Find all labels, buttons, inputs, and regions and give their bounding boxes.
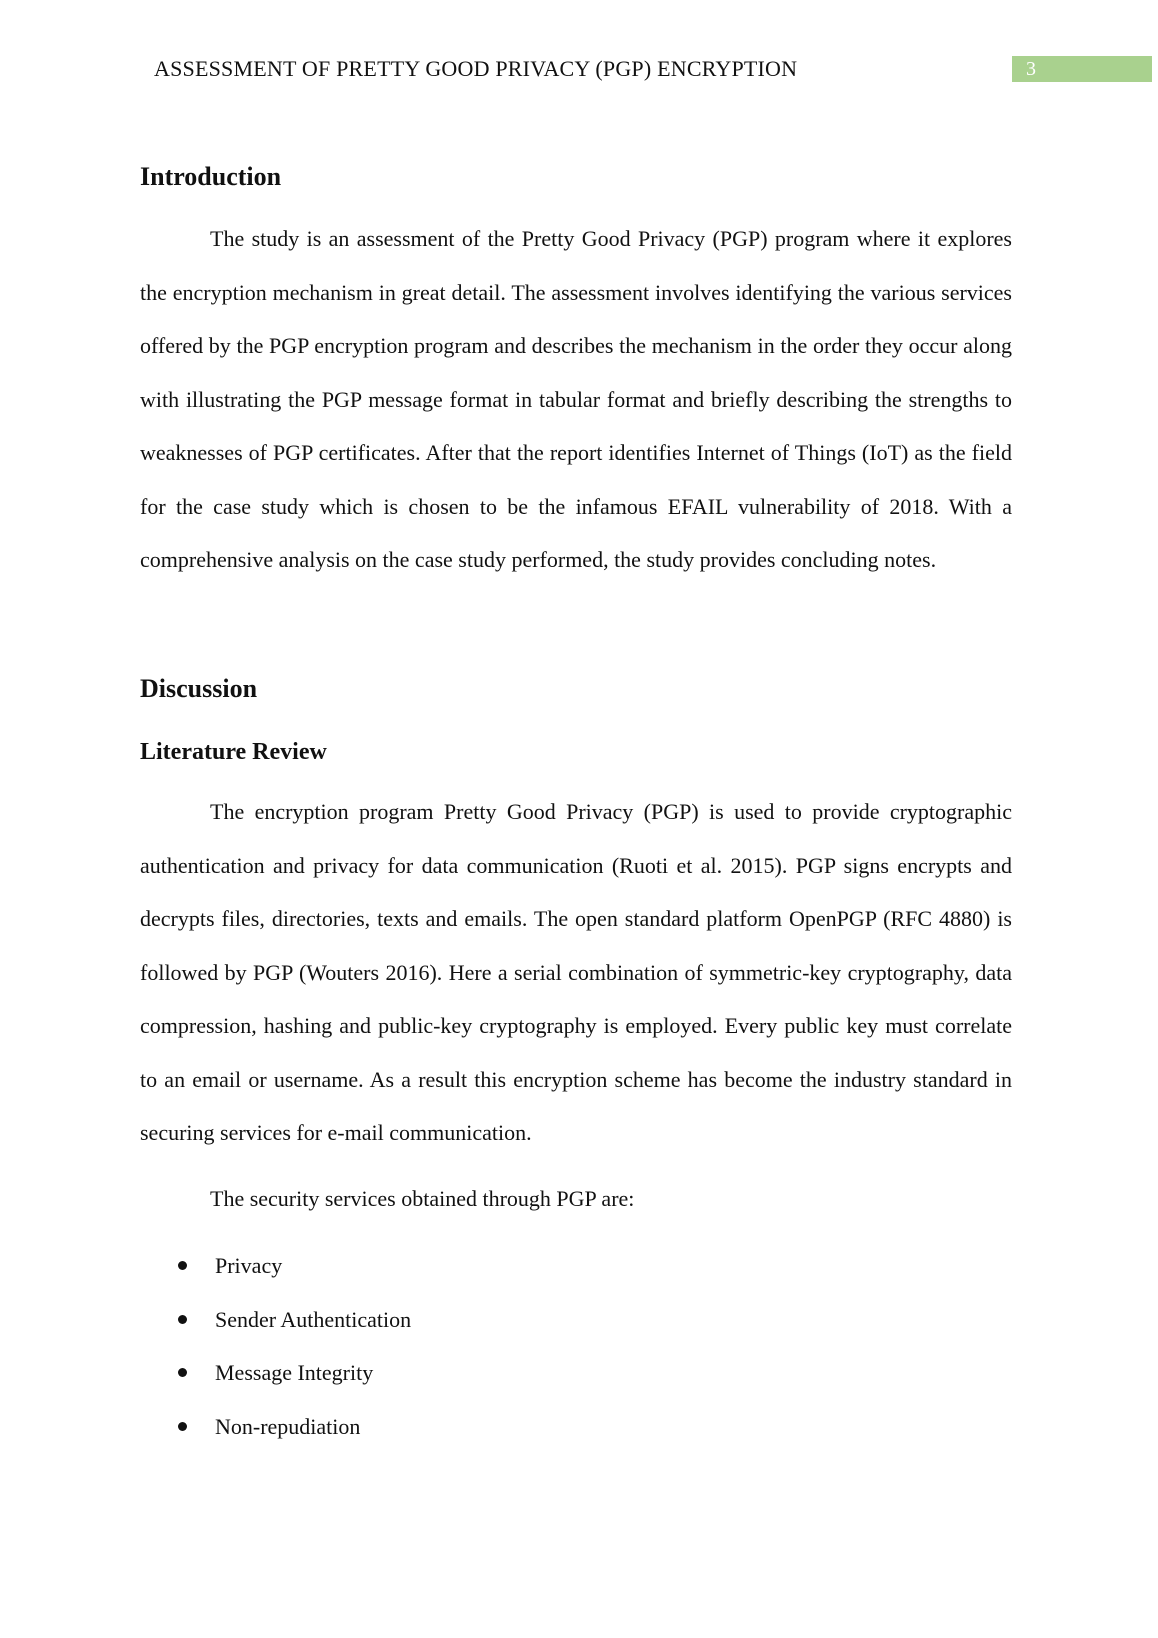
literature-review-paragraph: The encryption program Pretty Good Privacy (PGP) is used to provide cryptographic authentication and privacy for data communication (Ruoti et al. 2015). PGP signs encrypts and decrypts files, directories, texts and emails. The open standard platform OpenPGP (RFC 4880) is followed by PGP (Wouters 2016). Here a serial combination of symmetric-key cryptography, data compression, hashing and public-key cryptography is employed. Every public key must correlate to an email or username. As a result this encryption scheme has become the industry standard in securing services for e-mail communication.: [140, 799, 1012, 1145]
list-item: [140, 1414, 740, 1468]
bullet-icon: [178, 1368, 187, 1377]
list-item: [140, 1360, 740, 1414]
security-services-list: [140, 1253, 740, 1467]
list-item-label: Privacy: [215, 1253, 283, 1278]
discussion-heading: Discussion: [140, 674, 258, 703]
introduction-paragraph: The study is an assessment of the Pretty Good Privacy (PGP) program where it explores the encryption mechanism in great detail. The assessment involves identifying the various services offered by the PGP encryption program and describes the mechanism in the order they occur along with illustrating the PGP message format in tabular format and briefly describing the strengths to weaknesses of PGP certificates. After that the report identifies Internet of Things (IoT) as the field for the case study which is chosen to be the infamous EFAIL vulnerability of 2018. With a comprehensive analysis on the case study performed, the study provides concluding notes.: [140, 226, 1012, 572]
list-item-label: Message Integrity: [215, 1360, 374, 1385]
list-item-label: Sender Authentication: [215, 1306, 412, 1332]
literature-review-heading: Literature Review: [140, 739, 327, 765]
bullet-icon: [178, 1422, 187, 1431]
list-item: [140, 1253, 740, 1307]
introduction-heading: Introduction: [140, 162, 282, 191]
bullet-icon: [178, 1261, 187, 1270]
page-number-badge: 3: [1012, 56, 1152, 82]
list-item-label: Non-repudiation: [215, 1413, 361, 1439]
services-lead-text: The security services obtained through PGP are:: [210, 1186, 635, 1211]
list-item: [140, 1307, 740, 1361]
bullet-icon: [178, 1315, 187, 1324]
running-head-title: ASSESSMENT OF PRETTY GOOD PRIVACY (PGP) ENCRYPTION: [154, 56, 798, 81]
